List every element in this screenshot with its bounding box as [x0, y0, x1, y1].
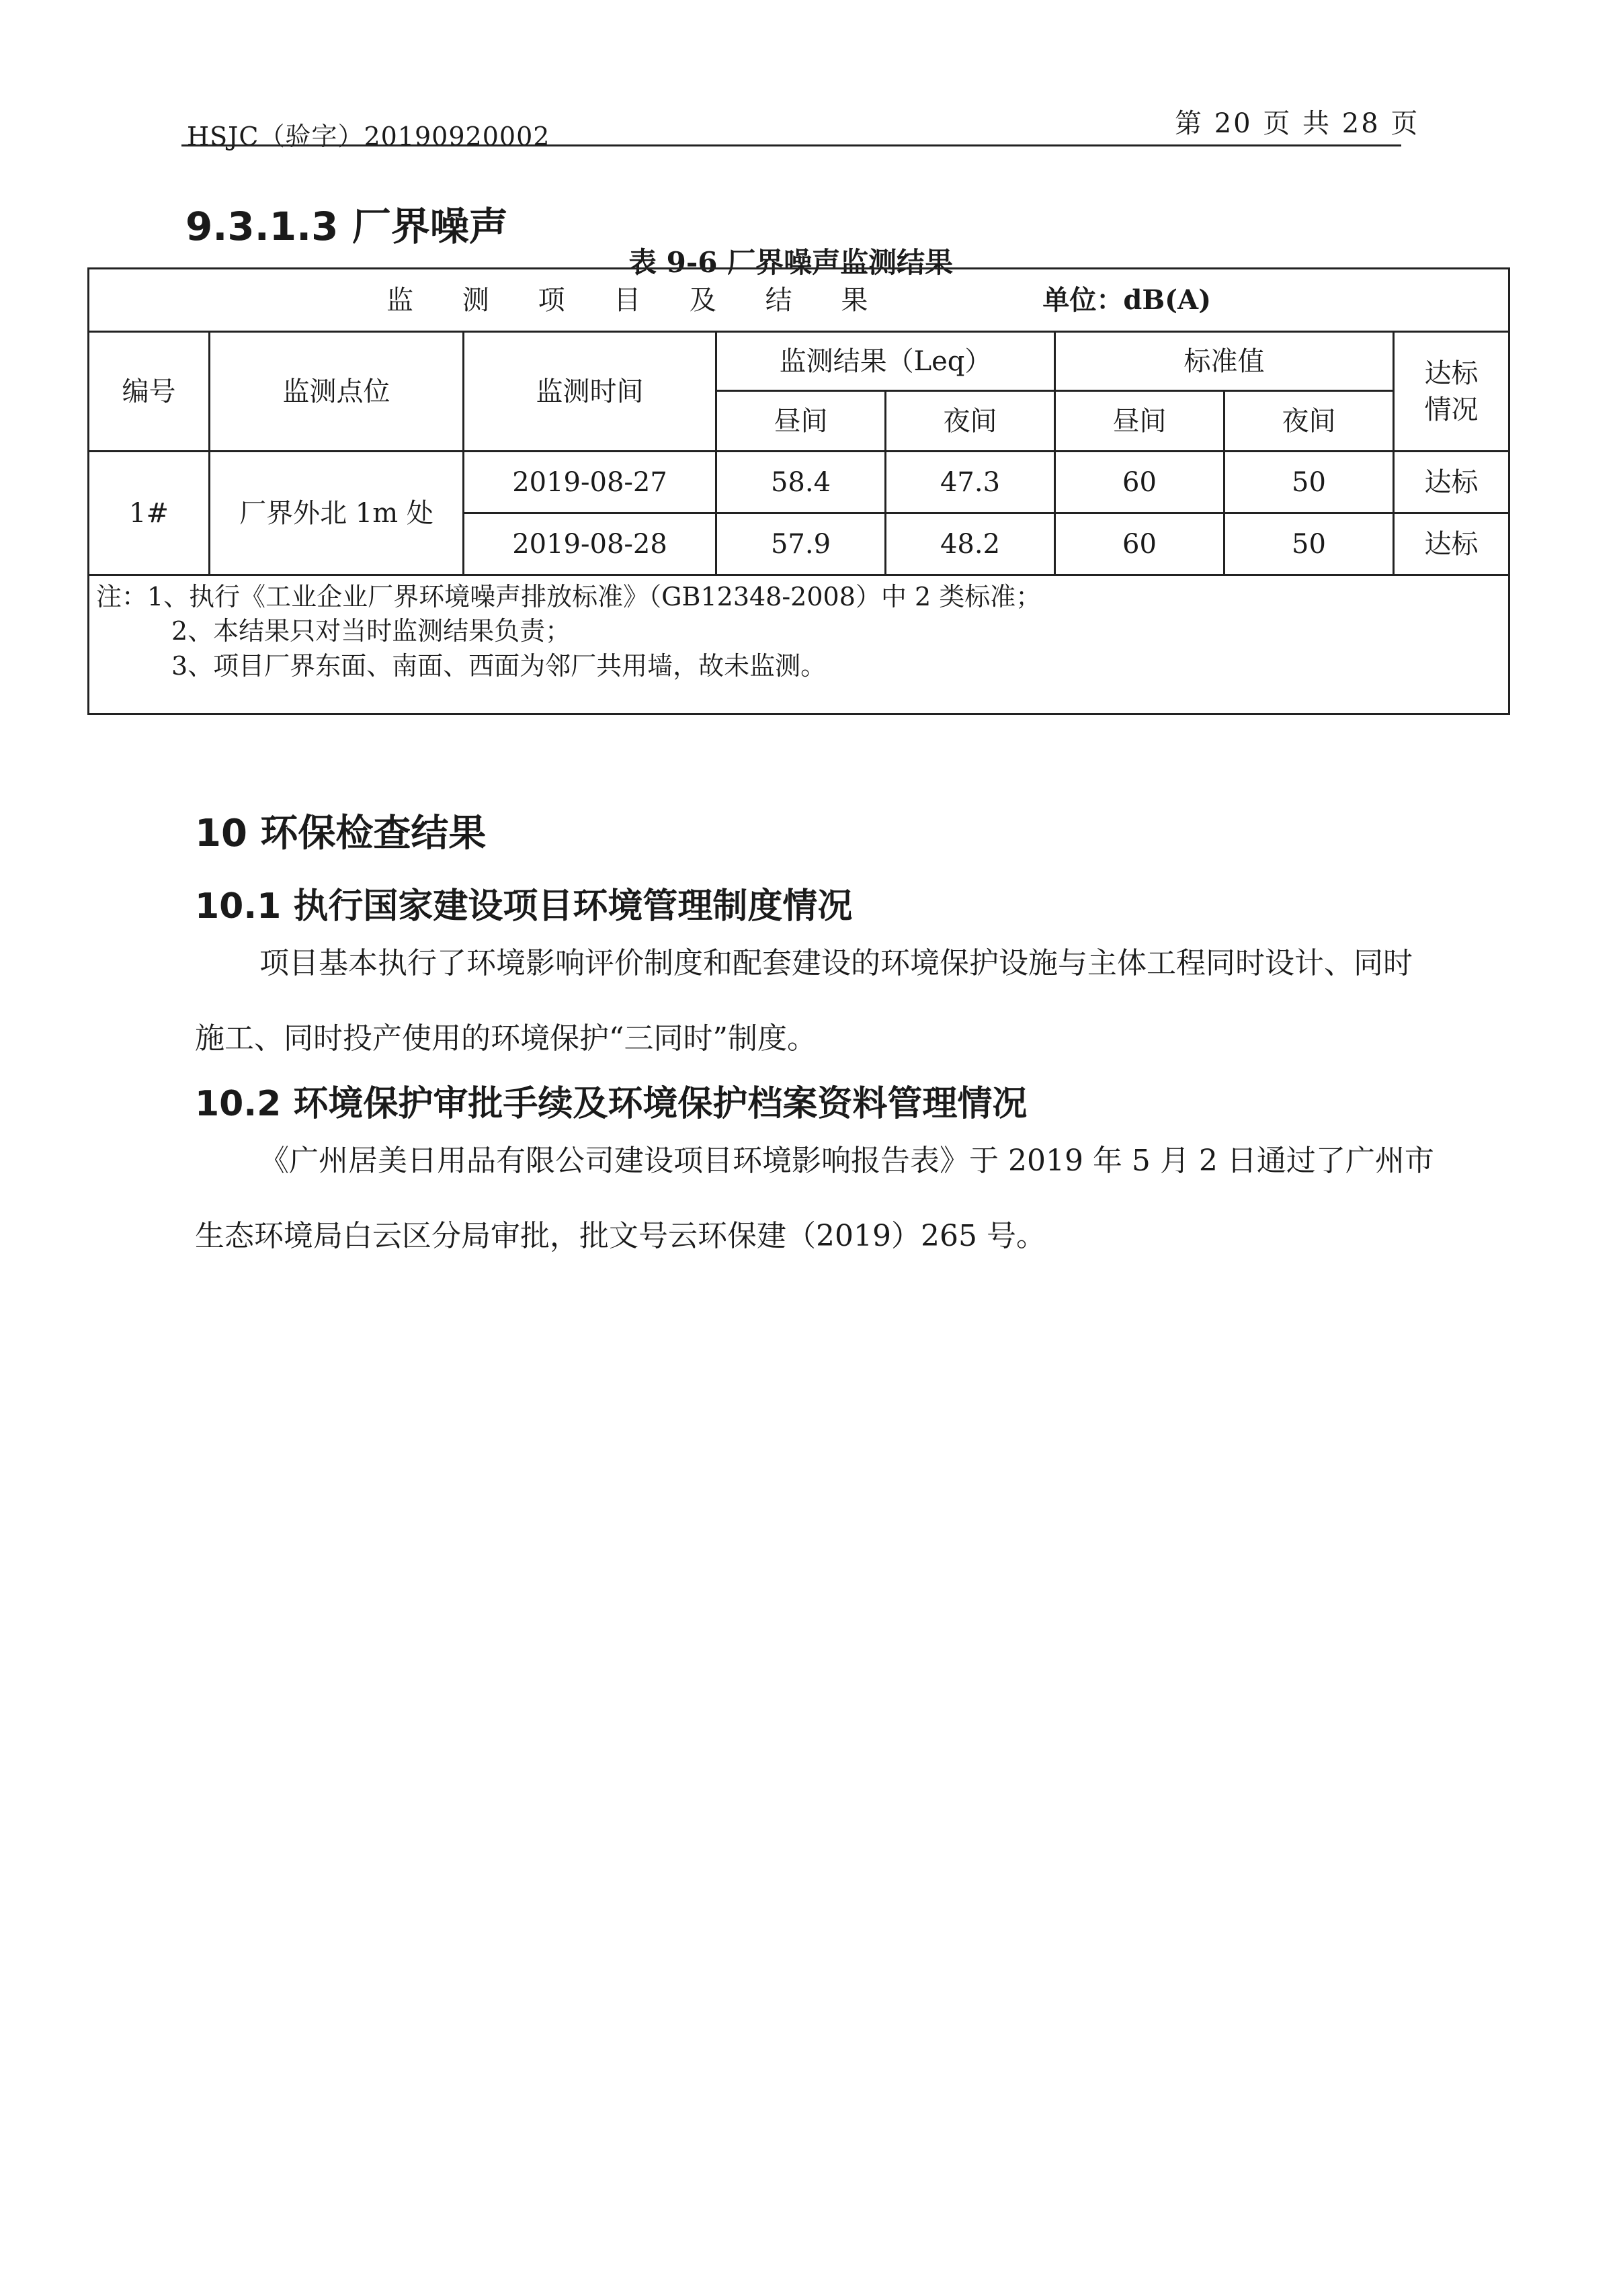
section-title-10-1: 10.1 执行国家建设项目环境管理制度情况	[195, 886, 853, 927]
cell-no: 1#	[89, 452, 210, 575]
table-caption: 表 9-6 厂界噪声监测结果	[628, 246, 954, 279]
paragraph-10-2	[195, 1123, 1438, 1274]
cell-day: 57.9	[716, 513, 886, 575]
section-title-10: 10 环保检查结果	[195, 812, 487, 855]
table-row	[89, 452, 1509, 513]
paragraph-10-1-text: 项目基本执行了环境影响评价制度和配套建设的环境保护设施与主体工程同时设计、同时施工、同时投产使用的环境保护“三同时”制度。	[195, 946, 1413, 1056]
paragraph-10-1	[195, 926, 1438, 1076]
cell-std-night: 50	[1224, 452, 1394, 513]
document-number: HSJC（验字）20190920002	[187, 122, 550, 151]
cell-std-night: 50	[1224, 513, 1394, 575]
header-no: 编号	[89, 332, 210, 452]
noise-results-table	[87, 267, 1510, 715]
page-indicator: 第 20 页 共 28 页	[1175, 108, 1420, 139]
note-3: 3、项目厂界东面、南面、西面为邻厂共用墙，故未监测。	[171, 650, 827, 681]
section-title-9313: 9.3.1.3 厂界噪声	[185, 204, 508, 249]
cell-night: 47.3	[886, 452, 1055, 513]
header-point: 监测点位	[210, 332, 464, 452]
header-result: 监测结果（Leq）	[716, 332, 1055, 391]
section-title-10-2: 10.2 环境保护审批手续及环境保护档案资料管理情况	[195, 1084, 1028, 1124]
cell-point: 厂界外北 1m 处	[210, 452, 464, 575]
note-2: 2、本结果只对当时监测结果负责；	[171, 616, 571, 646]
header-standard: 标准值	[1055, 332, 1394, 391]
header-pass: 达标情况	[1394, 332, 1509, 452]
header-time: 监测时间	[464, 332, 716, 452]
note-1: 注：1、执行《工业企业厂界环境噪声排放标准》（GB12348-2008）中 2 类标准；	[96, 582, 1042, 611]
table-title-cell	[89, 269, 1509, 332]
table-notes	[89, 575, 1509, 714]
table-unit: 单位：dB(A)	[1042, 284, 1212, 316]
cell-pass: 达标	[1394, 513, 1509, 575]
table-title-row	[89, 269, 1509, 332]
header-standard-day: 昼间	[1055, 391, 1224, 452]
cell-std-day: 60	[1055, 452, 1224, 513]
cell-pass: 达标	[1394, 452, 1509, 513]
table-title: 监 测 项 目 及 结 果	[386, 284, 888, 316]
cell-night: 48.2	[886, 513, 1055, 575]
header-divider	[181, 144, 1401, 146]
header-standard-night: 夜间	[1224, 391, 1394, 452]
cell-date: 2019-08-28	[464, 513, 716, 575]
cell-day: 58.4	[716, 452, 886, 513]
header-result-day: 昼间	[716, 391, 886, 452]
table-header-row-1	[89, 332, 1509, 391]
paragraph-10-2-text: 《广州居美日用品有限公司建设项目环境影响报告表》于 2019 年 5 月 2 日通过了广州市生态环境局白云区分局审批，批文号云环保建（2019）265 号。	[195, 1144, 1434, 1253]
cell-date: 2019-08-27	[464, 452, 716, 513]
table-notes-row	[89, 575, 1509, 714]
cell-std-day: 60	[1055, 513, 1224, 575]
header-result-night: 夜间	[886, 391, 1055, 452]
